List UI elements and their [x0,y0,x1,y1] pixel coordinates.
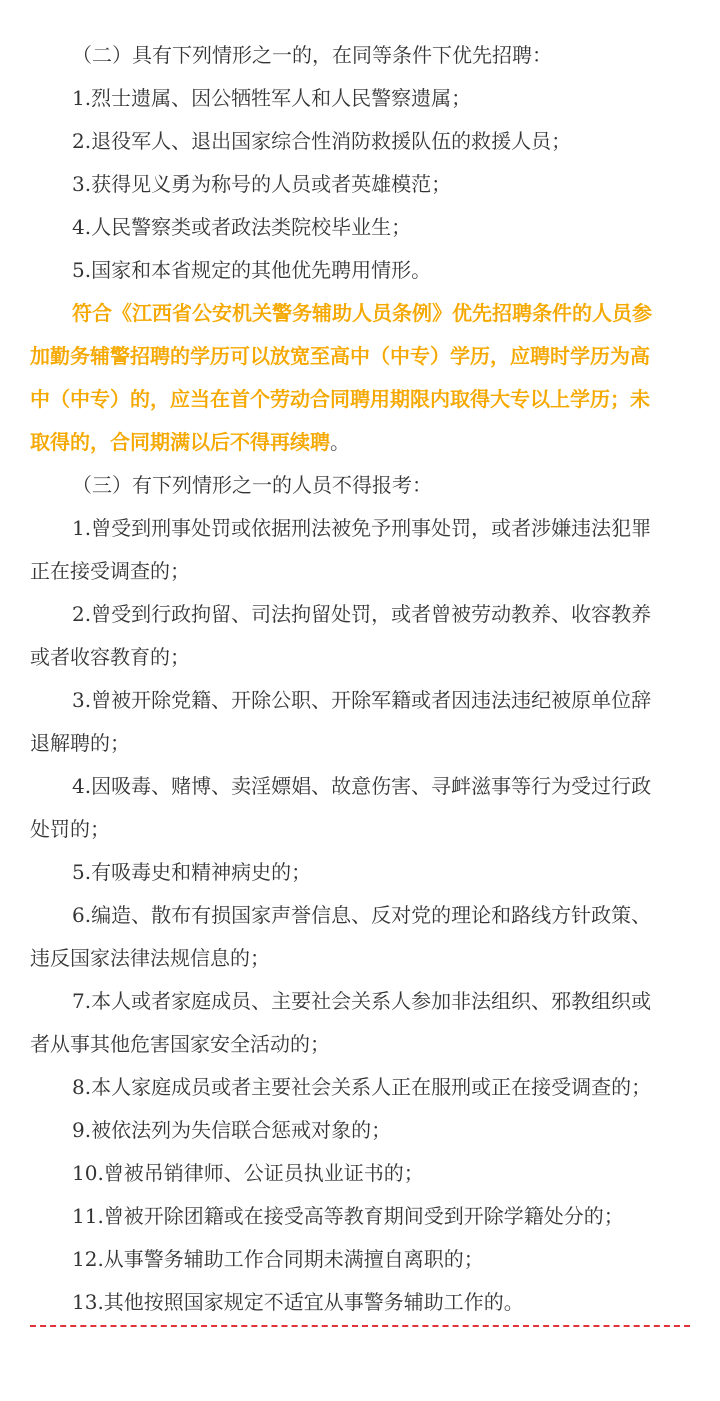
priority-item-4: 4.人民警察类或者政法类院校毕业生； [72,215,412,239]
exclusion-item-3-line-2: 退解聘的； [30,731,130,755]
highlight-period: 。 [330,430,350,454]
exclusion-item-3-line-1: 3.曾被开除党籍、开除公职、开除军籍或者因违法违纪被原单位辞 [72,688,652,712]
highlight-line-4 [30,421,690,464]
exclusion-item-6-line-1: 6.编造、散布有损国家声誉信息、反对党的理论和路线方针政策、 [72,903,652,927]
exclusion-item-5: 5.有吸毒史和精神病史的； [72,860,312,884]
highlight-line-1: 符合《江西省公安机关警务辅助人员条例》优先招聘条件的人员参 [72,301,652,325]
priority-item-3: 3.获得见义勇为称号的人员或者英雄模范； [72,172,452,196]
highlight-line-4-text: 取得的，合同期满以后不得再续聘 [30,430,330,454]
highlight-line-3: 中（中专）的，应当在首个劳动合同聘用期限内取得大专以上学历；未 [30,387,650,411]
exclusion-item-9: 9.被依法列为失信联合惩戒对象的； [72,1118,392,1142]
exclusion-item-7-line-2: 者从事其他危害国家安全活动的； [30,1032,330,1056]
exclusion-item-8: 8.本人家庭成员或者主要社会关系人正在服刑或正在接受调查的； [72,1075,652,1099]
exclusion-item-6-line-2: 违反国家法律法规信息的； [30,946,270,970]
exclusion-item-2-line-2: 或者收容教育的； [30,645,190,669]
exclusion-item-4-line-1: 4.因吸毒、赌博、卖淫嫖娼、故意伤害、寻衅滋事等行为受过行政 [72,774,652,798]
exclusion-item-4-line-2: 处罚的； [30,817,110,841]
priority-item-2: 2.退役军人、退出国家综合性消防救援队伍的救援人员； [72,129,572,153]
exclusion-item-1-line-2: 正在接受调查的； [30,559,190,583]
exclusion-item-13: 13.其他按照国家规定不适宜从事警务辅助工作的。 [72,1290,524,1314]
priority-item-1: 1.烈士遗属、因公牺牲军人和人民警察遗属； [72,86,472,110]
exclusion-item-2-line-1: 2.曾受到行政拘留、司法拘留处罚，或者曾被劳动教养、收容教养 [72,602,652,626]
highlight-line-2: 加勤务辅警招聘的学历可以放宽至高中（中专）学历，应聘时学历为高 [30,344,650,368]
exclusion-item-12: 12.从事警务辅助工作合同期未满擅自离职的； [72,1247,484,1271]
section-2-heading: （二）具有下列情形之一的，在同等条件下优先招聘： [72,43,552,67]
exclusion-item-7-line-1: 7.本人或者家庭成员、主要社会关系人参加非法组织、邪教组织或 [72,989,652,1013]
exclusion-item-10: 10.曾被吊销律师、公证员执业证书的； [72,1161,424,1185]
dashed-divider [30,1325,690,1327]
section-3-heading: （三）有下列情形之一的人员不得报考： [72,473,432,497]
exclusion-item-11: 11.曾被开除团籍或在接受高等教育期间受到开除学籍处分的； [72,1204,624,1228]
exclusion-item-1-line-1: 1.曾受到刑事处罚或依据刑法被免予刑事处罚，或者涉嫌违法犯罪 [72,516,652,540]
priority-item-5: 5.国家和本省规定的其他优先聘用情形。 [72,258,432,282]
